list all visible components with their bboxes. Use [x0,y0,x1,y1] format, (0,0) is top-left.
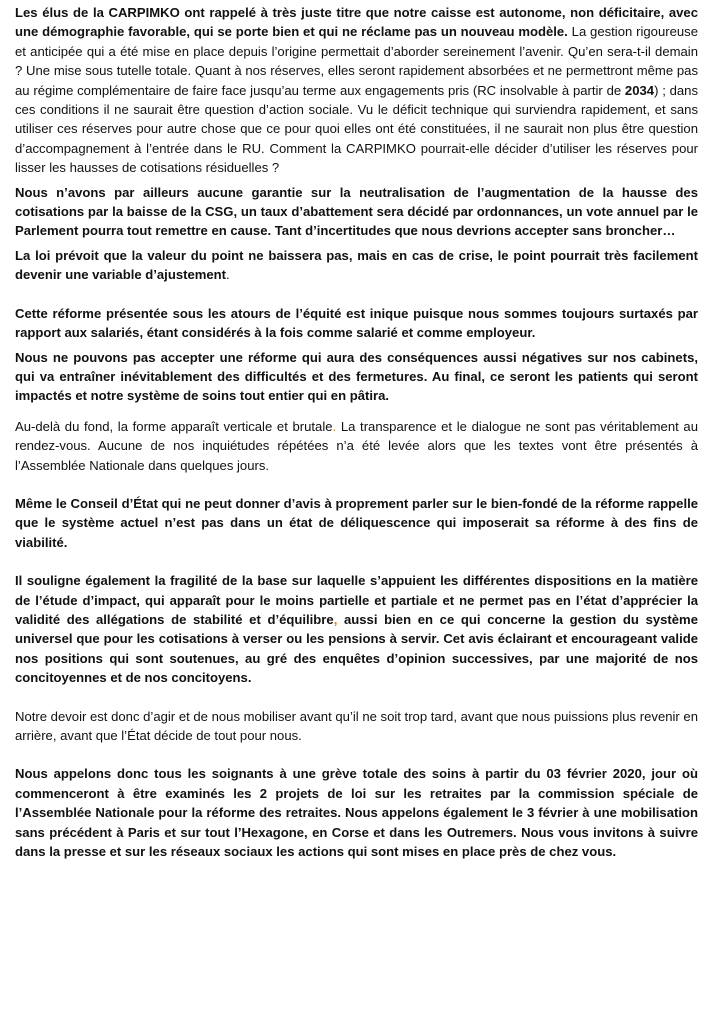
paragraph-consequences-text: Nous ne pouvons pas accepter une réforme qui aura des conséquences aussi négatives sur nos cabinets, qui va entraîner inévitablement des difficultés et des fermetures. Au final, ce seront les patients qui seront impactés et notre système de soins tout entier qui en pâtira. [15,349,698,404]
paragraph-consequences [15,348,698,406]
paragraph-impact-study-text-a: Il souligne également la fragilité de la base sur laquelle s’appuient les différentes dispositions en la matière de l’étude d’impact, qui apparaît pour le moins partielle et partiale et ne permet pas en l’état d’apprécier la validité des allégations de stabilité et d’équilibre [15,573,698,627]
paragraph-conseil-etat-text: Même le Conseil d’État qui ne peut donner d’avis à proprement parler sur le bien-fondé de la réforme rappelle que le système actuel n’est pas dans un état de déliquescence qui imposerait sa réforme à des fins de viabilité. [15,495,698,550]
paragraph-duty [15,707,698,746]
paragraph-csg-guarantee-text: Nous n’avons par ailleurs aucune garantie sur la neutralisation de l’augmentation de la hausse des cotisations par la baisse de la CSG, un taux d’abattement sera décidé par ordonnances, un vote annuel par le Parlement pourra tout remettre en cause. Tant d’incertitudes que nous devrions accepter sans broncher… [15,184,698,239]
insolvency-year: 2034 [624,82,655,98]
paragraph-impact-study [15,571,698,687]
paragraph-equity-text: Cette réforme présentée sous les atours de l’équité est inique puisque nous sommes toujours surtaxés par rapport aux salariés, étant considérés à la fois comme salarié et comme employeur. [15,305,698,341]
paragraph-carpimko [15,3,698,178]
paragraph-strike-call-text: Nous appelons donc tous les soignants à une grève totale des soins à partir du 03 février 2020, jour où commenceront à être examinés les 2 projets de loi sur les retraites par la commission spéciale de l’Assemblée Nationale pour la réforme des retraites. Nous appelons également le 3 février à une mobilisation sans précédent à Paris et sur tout l’Hexagone, en Corse et dans les Outremers. Nous vous invitons à suivre dans la presse et sur les réseaux sociaux les actions qui sont mises en place près de chez vous. [15,766,698,860]
paragraph-form-dot: . [332,418,337,434]
paragraph-carpimko-text-b: ) ; dans ces conditions il ne saurait être question d’action sociale. Vu le déficit technique qui surviendra rapidement, et sans utiliser ces réserves pour autre chose que ce pour quoi elles ont été constituées, il ne saurait non plus être question d’accompagnement à l’entrée dans le RU. Comment la CARPIMKO pourrait-elle décider d’utiliser les réserves pour lisser les hausses de cotisations résiduelles ? [15,82,699,176]
paragraph-csg-guarantee [15,183,698,241]
paragraph-impact-study-comma: , [333,611,338,627]
paragraph-strike-call [15,764,698,861]
paragraph-duty-text: Notre devoir est donc d’agir et de nous mobiliser avant qu’il ne soit trop tard, avant que nous puissions plus revenir en arrière, avant que l’État décide de tout pour nous. [15,708,698,743]
paragraph-point-value [15,246,698,285]
paragraph-carpimko-lead: Les élus de la CARPIMKO ont rappelé à très juste titre que notre caisse est autonome, non déficitaire, avec une démographie favorable, qui se porte bien et qui ne réclame pas un nouveau modèle. [15,5,698,40]
paragraph-form-text-b: La transparence et le dialogue ne sont pas véritablement au rendez-vous. Aucune de nos inquiétudes répétées n’a été levée alors que les textes vont être présentés à l’Assemblée Nationale dans quelques jours. [15,418,698,473]
paragraph-point-value-end: . [226,267,230,283]
paragraph-impact-study-text-b: aussi bien en ce qui concerne la gestion du système universel que pour les cotisations à verser ou les pensions à servir. Cet avis éclairant et encourageant valide nos positions qui sont soutenues, au gré des enquêtes d’opinion successives, par une majorité de nos concitoyennes et de nos concitoyens. [15,611,698,686]
paragraph-conseil-etat [15,494,698,552]
paragraph-form-text-a: Au-delà du fond, la forme apparaît verticale et brutale [15,418,333,434]
paragraph-carpimko-text-a: La gestion rigoureuse et anticipée qui a été mise en place depuis l’origine permettait d’aborder sereinement l’avenir. Qu’en sera-t-il demain ? Une mise sous tutelle totale. Quant à nos réserves, elles seront rapidement absorbées et ne permettront même pas au régime complémentaire de faire face jusqu’au terme aux engagements pris (RC insolvable à partir de [15,24,698,98]
paragraph-point-value-text: La loi prévoit que la valeur du point ne baissera pas, mais en cas de crise, le point pourrait très facilement devenir une variable d’ajustement [15,247,698,283]
paragraph-form [15,417,698,475]
paragraph-equity [15,304,698,343]
